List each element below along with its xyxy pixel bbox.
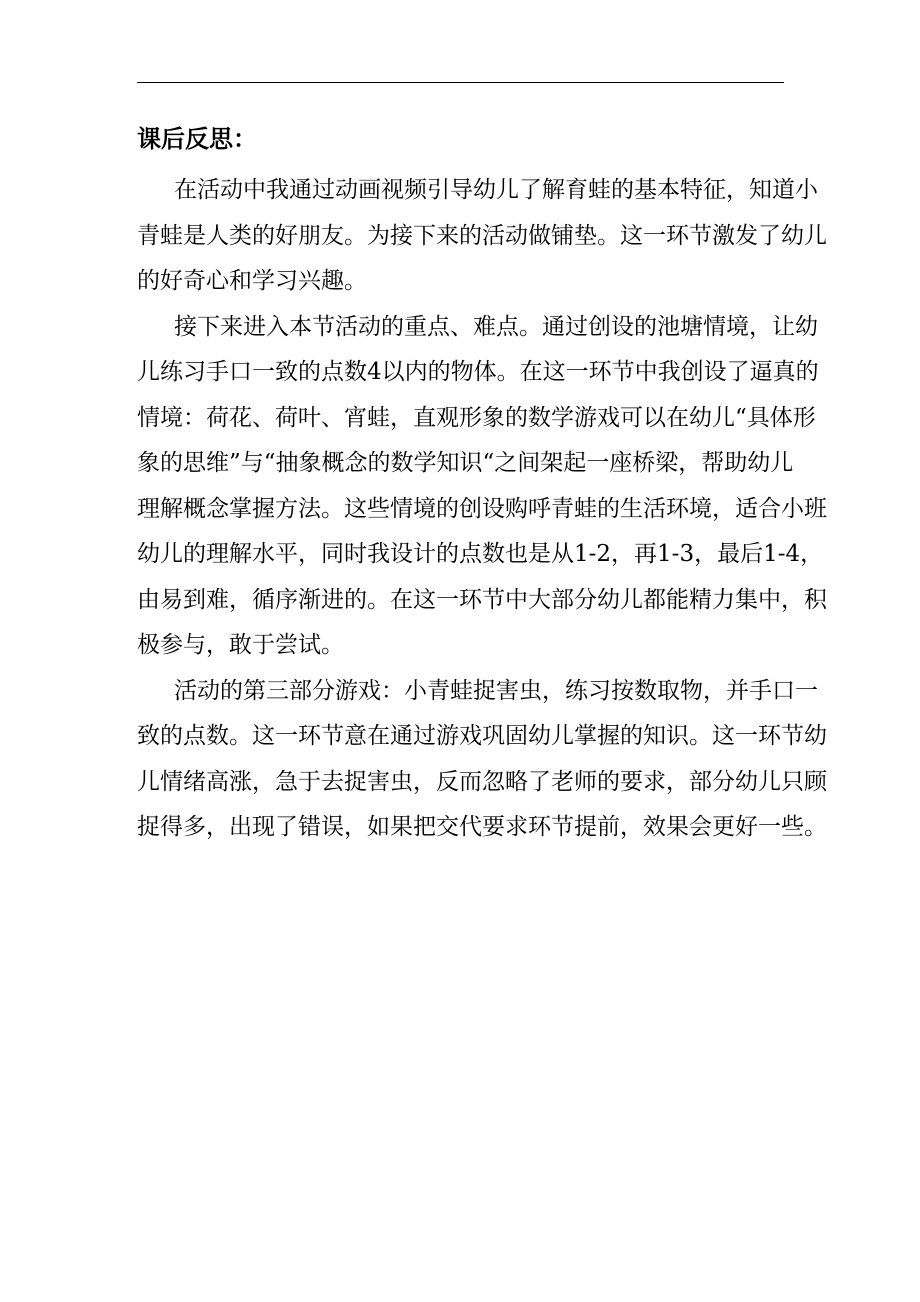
section-title: 课后反思： bbox=[137, 125, 257, 153]
paragraph-line: 情境：荷花、荷叶、宵蛙，直观形象的数学游戏可以在幼儿“具体形 bbox=[137, 404, 816, 431]
paragraph-line: 儿情绪高涨，急于去捉害虫，反而忽略了老师的要求，部分幼儿只顾 bbox=[137, 768, 827, 795]
paragraph-line: 由易到难，循序渐进的。在这一环节中大部分幼儿都能精力集中，积 bbox=[137, 586, 827, 613]
header-rule bbox=[137, 82, 784, 83]
paragraph-line: 幼儿的理解水平，同时我设计的点数也是从1-2，再1-3，最后1-4， bbox=[137, 541, 824, 567]
paragraph-3 bbox=[137, 669, 827, 851]
paragraph-line: 象的思维”与“抽象概念的数学知识“之间架起一座桥梁，帮助幼儿 bbox=[137, 450, 794, 476]
paragraph-line: 的好奇心和学习兴趣。 bbox=[137, 268, 367, 294]
paragraph-line: 理解概念掌握方法。这些情境的创设购呼青蛙的生活环境，适合小班 bbox=[137, 495, 827, 522]
paragraph-line: 致的点数。这一环节意在通过游戏巩固幼儿掌握的知识。这一环节幼 bbox=[137, 723, 827, 749]
paragraph-line: 活动的第三部分游戏：小青蛙捉害虫，练习按数取物，并手口一 bbox=[174, 677, 818, 704]
document-body bbox=[137, 168, 827, 851]
paragraph-line: 接下来进入本节活动的重点、难点。通过创设的池塘情境，让幼 bbox=[174, 313, 818, 340]
paragraph-line: 极参与，敢于尝试。 bbox=[137, 632, 344, 658]
paragraph-2 bbox=[137, 305, 827, 669]
paragraph-line: 儿练习手口一致的点数4以内的物体。在这一环节中我创设了逼真的 bbox=[137, 359, 819, 385]
paragraph-line: 青蛙是人类的好朋友。为接下来的活动做铺垫。这一环节激发了幼儿 bbox=[137, 222, 827, 249]
paragraph-line: 在活动中我通过动画视频引导幼儿了解育蛙的基本特征，知道小 bbox=[174, 177, 818, 203]
paragraph-line: 捉得多，出现了错误，如果把交代要求环节提前，效果会更好一些。 bbox=[137, 814, 827, 840]
paragraph-1 bbox=[137, 168, 827, 305]
